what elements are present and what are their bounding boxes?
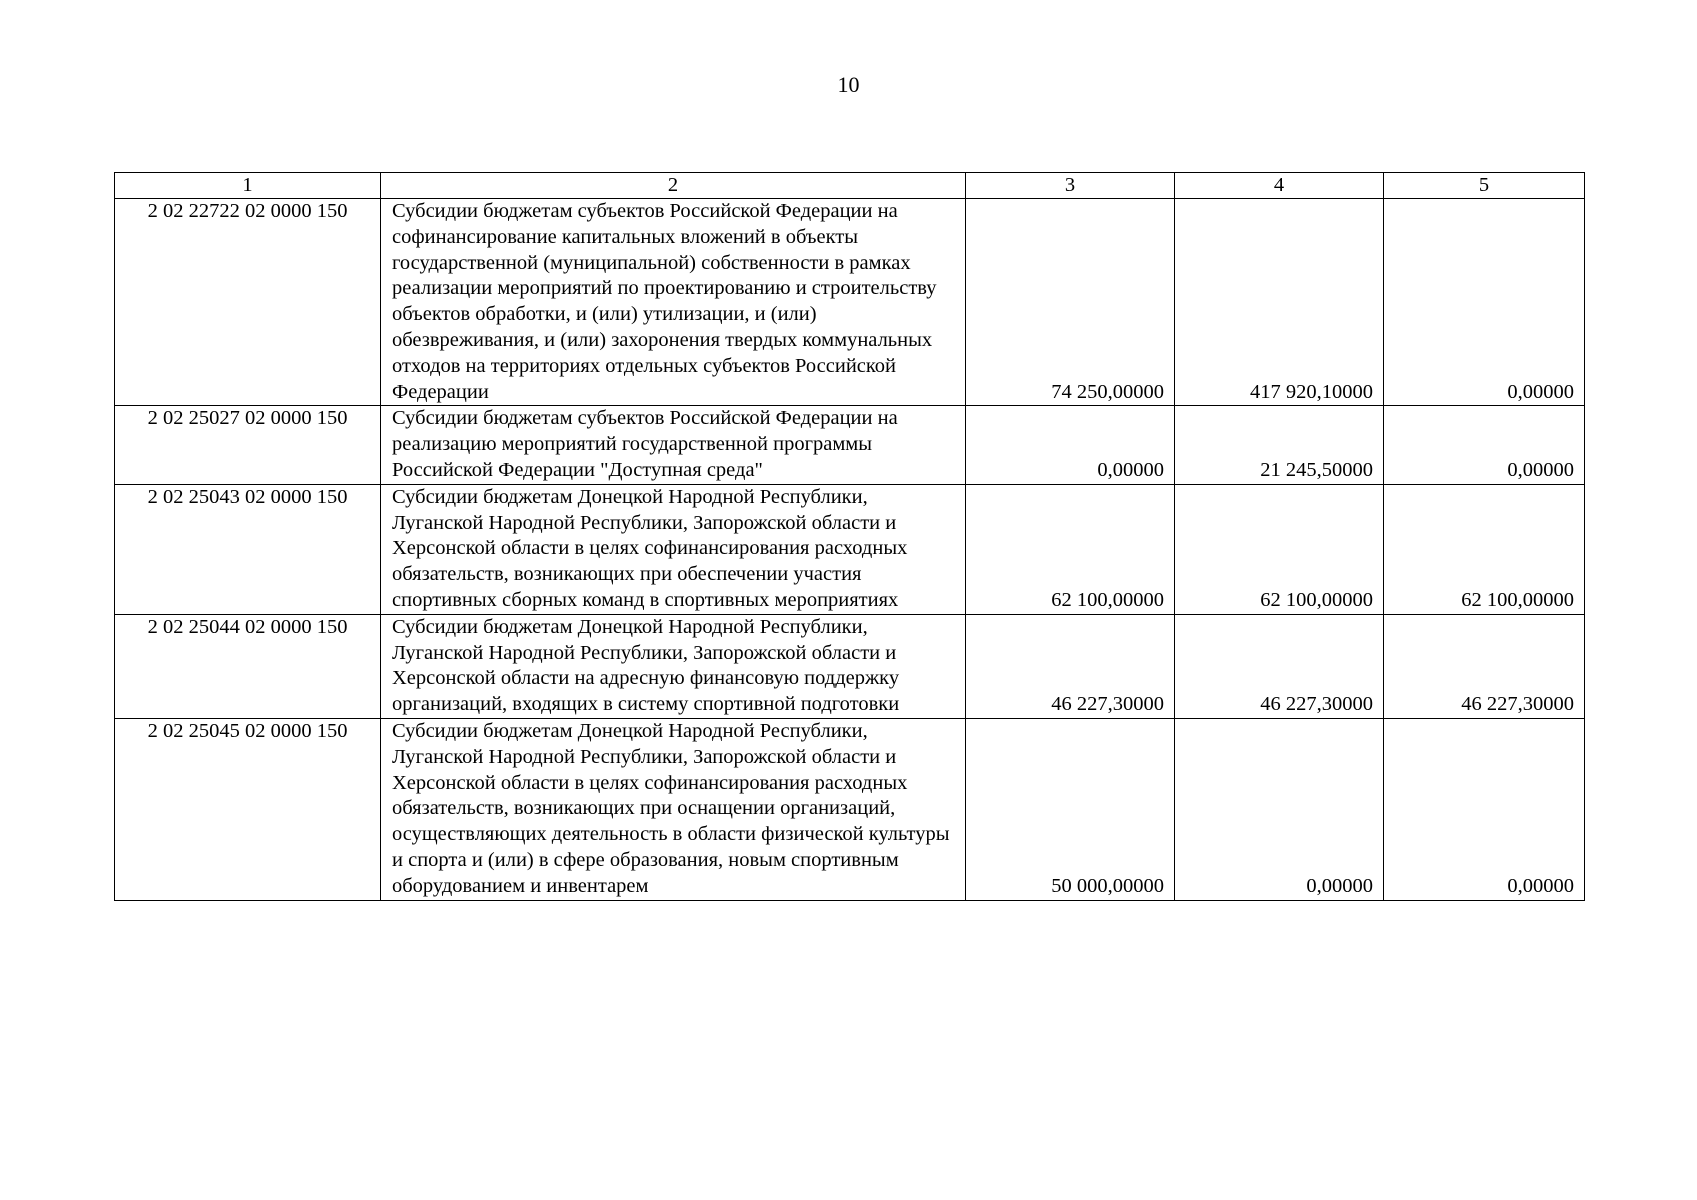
revenue-name: Субсидии бюджетам субъектов Российской Федерации на реализацию мероприятий государственной программы Российской Федерации "Доступная среда" [381, 406, 966, 484]
amount-col5: 46 227,30000 [1384, 614, 1585, 718]
revenue-code: 2 02 25027 02 0000 150 [115, 406, 381, 484]
amount-col3: 46 227,30000 [966, 614, 1175, 718]
revenue-name: Субсидии бюджетам субъектов Российской Федерации на софинансирование капитальных вложений в объекты государственной (муниципальной) собственности в рамках реализации мероприятий по проектированию и строительству объектов обработки, и (или) утилизации, и (или) обезвреживания, и (или) захоронения твердых коммунальных отходов на территориях отдельных субъектов Российской Федерации [381, 199, 966, 406]
table-row [115, 718, 1585, 900]
column-header-3: 3 [966, 173, 1175, 199]
column-header-4: 4 [1175, 173, 1384, 199]
revenue-name: Субсидии бюджетам Донецкой Народной Республики, Луганской Народной Республики, Запорожской области и Херсонской области в целях софинансирования расходных обязательств, возникающих при оснащении организаций, осуществляющих деятельность в области физической культуры и спорта и (или) в сфере образования, новым спортивным оборудованием и инвентарем [381, 718, 966, 900]
table-row [115, 484, 1585, 614]
column-header-2: 2 [381, 173, 966, 199]
amount-col4: 0,00000 [1175, 718, 1384, 900]
amount-col5: 0,00000 [1384, 406, 1585, 484]
amount-col4: 46 227,30000 [1175, 614, 1384, 718]
revenue-name: Субсидии бюджетам Донецкой Народной Республики, Луганской Народной Республики, Запорожской области и Херсонской области в целях софинансирования расходных обязательств, возникающих при обеспечении участия спортивных сборных команд в спортивных мероприятиях [381, 484, 966, 614]
table-row [115, 199, 1585, 406]
amount-col3: 74 250,00000 [966, 199, 1175, 406]
table-header-row [115, 173, 1585, 199]
revenue-code: 2 02 25043 02 0000 150 [115, 484, 381, 614]
budget-table [114, 172, 1585, 901]
amount-col3: 50 000,00000 [966, 718, 1175, 900]
revenue-code: 2 02 22722 02 0000 150 [115, 199, 381, 406]
amount-col3: 62 100,00000 [966, 484, 1175, 614]
amount-col4: 417 920,10000 [1175, 199, 1384, 406]
column-header-5: 5 [1384, 173, 1585, 199]
amount-col5: 0,00000 [1384, 199, 1585, 406]
amount-col4: 21 245,50000 [1175, 406, 1384, 484]
revenue-code: 2 02 25045 02 0000 150 [115, 718, 381, 900]
table-row [115, 614, 1585, 718]
revenue-code: 2 02 25044 02 0000 150 [115, 614, 381, 718]
table-row [115, 406, 1585, 484]
page-number: 10 [837, 72, 860, 97]
revenue-name: Субсидии бюджетам Донецкой Народной Республики, Луганской Народной Республики, Запорожской области и Херсонской области на адресную финансовую поддержку организаций, входящих в систему спортивной подготовки [381, 614, 966, 718]
column-header-1: 1 [115, 173, 381, 199]
amount-col5: 0,00000 [1384, 718, 1585, 900]
amount-col3: 0,00000 [966, 406, 1175, 484]
amount-col4: 62 100,00000 [1175, 484, 1384, 614]
amount-col5: 62 100,00000 [1384, 484, 1585, 614]
